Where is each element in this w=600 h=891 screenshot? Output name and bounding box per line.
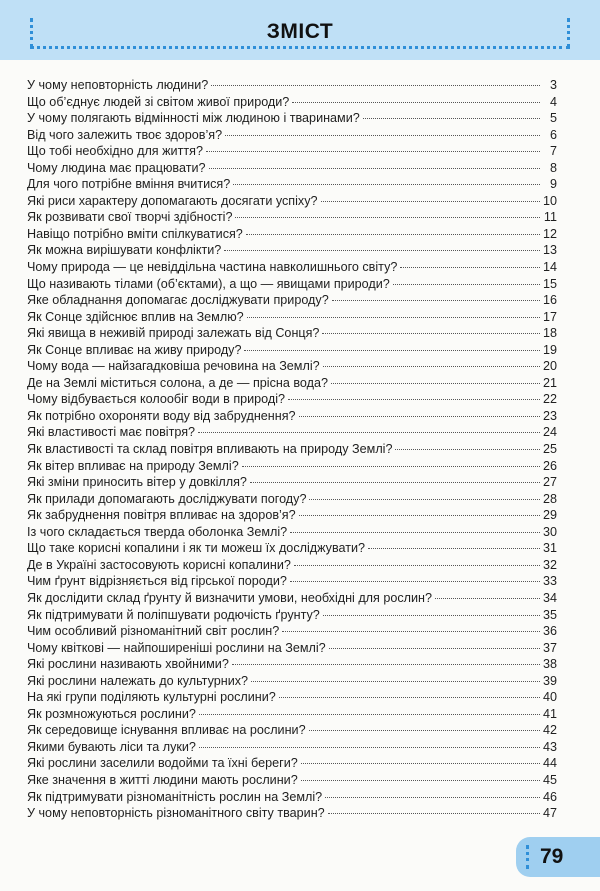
toc-entry[interactable] — [27, 805, 557, 822]
toc-entry-title: На які групи поділяють культурні рослини? — [27, 690, 276, 705]
toc-entry-page: 18 — [542, 326, 557, 341]
dot-leader — [299, 515, 540, 516]
dot-leader — [290, 532, 540, 533]
toc-entry[interactable] — [27, 143, 557, 160]
dot-leader — [328, 813, 540, 814]
toc-entry-page: 44 — [542, 756, 557, 771]
toc-entry[interactable] — [27, 590, 557, 607]
toc-entry-page: 38 — [542, 657, 557, 672]
toc-entry[interactable] — [27, 573, 557, 590]
toc-entry-title: Що об’єднує людей зі світом живої природи? — [27, 94, 290, 109]
toc-entry-page: 27 — [542, 475, 557, 490]
toc-entry-title: Які рослини заселили водойми та їхні береги? — [27, 756, 298, 771]
toc-entry-page: 23 — [542, 408, 557, 423]
toc-entry-title: У чому полягають відмінності між людиною і тваринами? — [27, 111, 360, 126]
toc-entry-page: 33 — [542, 574, 557, 589]
toc-entry[interactable] — [27, 292, 557, 309]
toc-entry-title: Яке обладнання допомагає досліджувати природу? — [27, 293, 329, 308]
toc-entry[interactable] — [27, 689, 557, 706]
toc-entry-title: Які властивості має повітря? — [27, 425, 196, 440]
toc-entry-title: Як дослідити склад ґрунту й визначити умови, необхідні для рослин? — [27, 590, 432, 605]
toc-entry[interactable] — [27, 424, 557, 441]
toc-entry[interactable] — [27, 77, 557, 94]
toc-entry[interactable] — [27, 706, 557, 723]
dot-leader — [246, 234, 540, 235]
toc-entry-page: 15 — [542, 276, 557, 291]
toc-entry-title: Які явища в неживій природі залежать від Сонця? — [27, 326, 320, 341]
dot-leader — [288, 399, 540, 400]
toc-entry-title: Що називають тілами (об’єктами), а що — явищами природи? — [27, 276, 390, 291]
toc-entry[interactable] — [27, 391, 557, 408]
toc-entry[interactable] — [27, 772, 557, 789]
dot-leader — [292, 102, 540, 103]
dot-leader — [244, 350, 540, 351]
dot-leader — [209, 168, 540, 169]
toc-entry[interactable] — [27, 209, 557, 226]
toc-entry-page: 43 — [542, 739, 557, 754]
toc-entry-title: Які рослини називають хвойними? — [27, 657, 229, 672]
dot-leader — [400, 267, 540, 268]
toc-entry-title: Як можна вирішувати конфлікти? — [27, 243, 222, 258]
toc-entry-title: Які рослини належать до культурних? — [27, 673, 249, 688]
dot-leader — [206, 151, 540, 152]
dot-leader — [224, 250, 540, 251]
dot-leader — [393, 284, 540, 285]
toc-entry-page: 6 — [549, 127, 557, 142]
toc-entry-page: 10 — [542, 193, 557, 208]
toc-entry[interactable] — [27, 557, 557, 574]
toc-entry-page: 42 — [542, 723, 557, 738]
decorative-dotted-border — [30, 46, 570, 49]
dot-leader — [199, 747, 540, 748]
dot-leader — [290, 581, 540, 582]
toc-entry[interactable] — [27, 160, 557, 177]
dot-leader — [323, 366, 540, 367]
toc-entry[interactable] — [27, 640, 557, 657]
dot-leader — [301, 763, 540, 764]
toc-entry-page: 8 — [549, 160, 557, 175]
toc-entry-title: Як Сонце впливає на живу природу? — [27, 342, 242, 357]
toc-entry[interactable] — [27, 309, 557, 326]
toc-entry-page: 20 — [542, 359, 557, 374]
toc-entry-page: 37 — [542, 640, 557, 655]
dot-leader — [294, 565, 540, 566]
toc-entry[interactable] — [27, 458, 557, 475]
toc-entry[interactable] — [27, 507, 557, 524]
toc-entry-title: Чому вода — найзагадковіша речовина на Землі? — [27, 359, 320, 374]
dot-leader — [331, 383, 540, 384]
toc-entry[interactable] — [27, 110, 557, 127]
toc-entry-title: Для чого потрібне вміння вчитися? — [27, 177, 231, 192]
toc-entry-page: 3 — [549, 78, 557, 92]
dot-leader — [325, 797, 540, 798]
toc-entry[interactable] — [27, 656, 557, 673]
toc-entry-page: 21 — [542, 375, 557, 390]
dot-leader — [251, 681, 540, 682]
page-number: 79 — [540, 845, 564, 868]
toc-entry[interactable] — [27, 755, 557, 772]
toc-entry-page: 41 — [542, 706, 557, 721]
toc-entry-title: Як середовище існування впливає на рослини? — [27, 723, 306, 738]
toc-entry[interactable] — [27, 127, 557, 144]
toc-entry-title: Як розвивати свої творчі здібності? — [27, 210, 233, 225]
page-title: ЗМІСТ — [266, 20, 334, 43]
toc-entry[interactable] — [27, 375, 557, 392]
dot-leader — [309, 730, 540, 731]
toc-entry-page: 46 — [542, 789, 557, 804]
dot-leader — [233, 184, 540, 185]
dot-leader — [232, 664, 540, 665]
toc-entry-page: 11 — [543, 210, 557, 225]
dot-leader — [199, 714, 540, 715]
toc-entry[interactable] — [27, 607, 557, 624]
toc-entry[interactable] — [27, 176, 557, 193]
toc-entry-page: 26 — [542, 458, 557, 473]
toc-entry-title: Де на Землі міститься солона, а де — прісна вода? — [27, 375, 328, 390]
toc-entry-page: 32 — [542, 557, 557, 572]
toc-entry[interactable] — [27, 474, 557, 491]
toc-entry-title: У чому неповторність людини? — [27, 78, 209, 92]
toc-entry-title: Із чого складається тверда оболонка Землі? — [27, 524, 288, 539]
toc-entry-title: Як підтримувати різноманітність рослин на Землі? — [27, 789, 323, 804]
toc-entry-title: Від чого залежить твоє здоров’я? — [27, 127, 223, 142]
toc-entry[interactable] — [27, 193, 557, 210]
toc-entry[interactable] — [27, 342, 557, 359]
toc-entry[interactable] — [27, 722, 557, 739]
toc-entry-title: Що тобі необхідно для життя? — [27, 144, 203, 159]
toc-entry-page: 31 — [542, 541, 557, 556]
toc-entry-page: 7 — [549, 144, 557, 159]
toc-entry[interactable] — [27, 226, 557, 243]
toc-entry-page: 28 — [542, 491, 557, 506]
dot-leader — [242, 466, 540, 467]
toc-entry[interactable] — [27, 441, 557, 458]
toc-entry-title: Як Сонце здійснює вплив на Землю? — [27, 309, 244, 324]
toc-entry-page: 30 — [542, 524, 557, 539]
toc-entry-page: 13 — [542, 243, 557, 258]
toc-entry-page: 36 — [542, 624, 557, 639]
toc-entry[interactable] — [27, 673, 557, 690]
toc-entry-title: Як властивості та склад повітря впливають на природу Землі? — [27, 442, 393, 457]
dot-leader — [329, 648, 540, 649]
toc-entry[interactable] — [27, 259, 557, 276]
toc-entry-title: Чому людина має працювати? — [27, 160, 206, 175]
toc-entry[interactable] — [27, 242, 557, 259]
toc-entry-page: 25 — [542, 442, 557, 457]
toc-entry-page: 29 — [542, 508, 557, 523]
toc-entry-page: 9 — [549, 177, 557, 192]
toc-entry-page: 12 — [542, 226, 557, 241]
page-number-tab — [516, 837, 600, 877]
dot-leader — [198, 432, 540, 433]
toc-entry-title: Чому квіткові — найпоширеніші рослини на Землі? — [27, 640, 326, 655]
toc-entry-title: Навіщо потрібно вміти спілкуватися? — [27, 226, 243, 241]
toc-entry[interactable] — [27, 276, 557, 293]
toc-entry[interactable] — [27, 358, 557, 375]
toc-entry-title: Як забруднення повітря впливає на здоров’я? — [27, 508, 296, 523]
toc-entry-title: Чим особливий різноманітний світ рослин? — [27, 624, 280, 639]
toc-entry-page: 22 — [542, 392, 557, 407]
toc-entry[interactable] — [27, 94, 557, 111]
dot-leader — [395, 449, 540, 450]
toc-entry[interactable] — [27, 540, 557, 557]
dot-leader — [332, 300, 540, 301]
header-banner — [0, 0, 600, 60]
toc-entry-title: У чому неповторність різноманітного світу тварин? — [27, 806, 325, 821]
toc-entry-page: 16 — [542, 293, 557, 308]
toc-entry-title: Які риси характеру допомагають досягати успіху? — [27, 193, 318, 208]
toc-entry-title: Яке значення в житті людини мають рослини? — [27, 772, 298, 787]
toc-entry-page: 24 — [542, 425, 557, 440]
toc-entry[interactable] — [27, 623, 557, 640]
dot-leader — [323, 615, 540, 616]
toc-entry-page: 14 — [542, 260, 557, 275]
toc-entry-title: Якими бувають ліси та луки? — [27, 739, 196, 754]
dot-leader — [211, 85, 540, 86]
toc-entry-page: 39 — [542, 673, 557, 688]
toc-entry-page: 34 — [542, 590, 557, 605]
dot-leader — [301, 780, 540, 781]
toc-entry-title: Чому природа — це невіддільна частина навколишнього світу? — [27, 260, 398, 275]
toc-entry-page: 19 — [542, 342, 557, 357]
toc-entry-title: Де в Україні застосовують корисні копалини? — [27, 557, 291, 572]
toc-entry-title: Що таке корисні копалини і як ти можеш їх досліджувати? — [27, 541, 366, 556]
dot-leader — [235, 217, 540, 218]
toc-entry-title: Як вітер впливає на природу Землі? — [27, 458, 239, 473]
toc-entry-page: 4 — [549, 94, 557, 109]
dot-leader — [321, 201, 540, 202]
decorative-dotted-border — [526, 845, 529, 869]
dot-leader — [282, 631, 540, 632]
toc-entry-page: 5 — [549, 111, 557, 126]
toc-entry[interactable] — [27, 739, 557, 756]
dot-leader — [368, 548, 540, 549]
toc-entry-title: Як розмножуються рослини? — [27, 706, 196, 721]
toc-entry-page: 45 — [542, 772, 557, 787]
toc-entry-title: Як прилади допомагають досліджувати погоду? — [27, 491, 307, 506]
toc-entry[interactable] — [27, 789, 557, 806]
toc-entry-title: Як потрібно охороняти воду від забруднення? — [27, 408, 296, 423]
toc-entry-title: Чому відбувається колообіг води в природі? — [27, 392, 286, 407]
dot-leader — [299, 416, 540, 417]
toc-entry[interactable] — [27, 408, 557, 425]
toc-entry[interactable] — [27, 524, 557, 541]
toc-entry-title: Як підтримувати й поліпшувати родючість ґрунту? — [27, 607, 320, 622]
dot-leader — [225, 135, 540, 136]
table-of-contents — [27, 77, 557, 822]
dot-leader — [435, 598, 540, 599]
dot-leader — [250, 482, 540, 483]
dot-leader — [279, 697, 540, 698]
dot-leader — [247, 317, 540, 318]
toc-entry-page: 17 — [542, 309, 557, 324]
toc-entry[interactable] — [27, 325, 557, 342]
toc-entry-page: 40 — [542, 690, 557, 705]
dot-leader — [322, 333, 540, 334]
toc-entry-page: 35 — [542, 607, 557, 622]
toc-entry-title: Чим ґрунт відрізняється від гірської породи? — [27, 574, 287, 589]
toc-entry-title: Які зміни приносить вітер у довкілля? — [27, 475, 247, 490]
dot-leader — [309, 499, 540, 500]
toc-entry[interactable] — [27, 491, 557, 508]
toc-entry-page: 47 — [542, 806, 557, 821]
dot-leader — [363, 118, 540, 119]
